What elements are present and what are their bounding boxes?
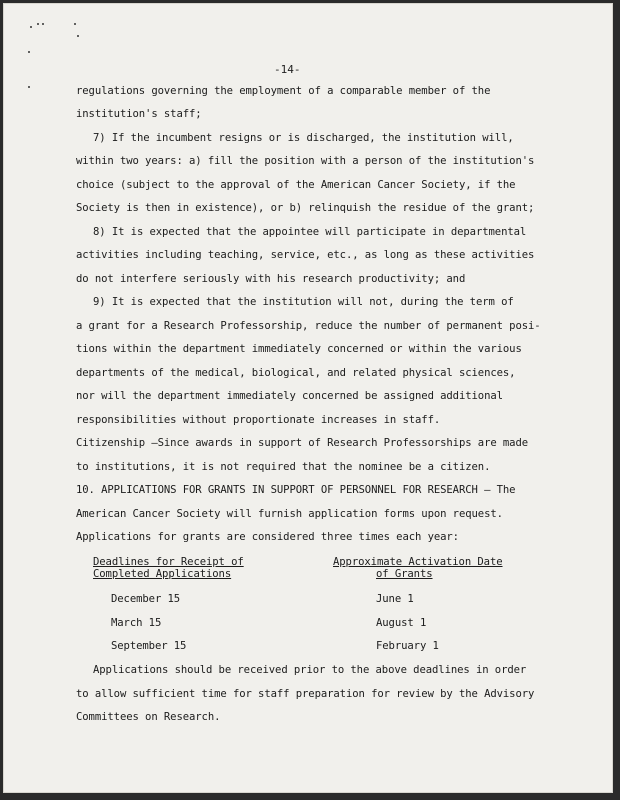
table-header-activation: of Grants (376, 568, 433, 580)
table-deadline: March 15 (111, 617, 162, 629)
body-line: nor will the department immediately concerned be assigned additional (76, 390, 503, 402)
table-activation: June 1 (376, 593, 414, 605)
speck (77, 35, 79, 37)
body-line: a grant for a Research Professorship, reduce the number of permanent posi- (76, 320, 541, 332)
body-line: within two years: a) fill the position with a person of the institution's (76, 155, 535, 167)
body-line: regulations governing the employment of a comparable member of the (76, 85, 491, 97)
closing-line: to allow sufficient time for staff preparation for review by the Advisory (76, 688, 535, 700)
body-line: Citizenship —Since awards in support of Research Professorships are made (76, 437, 529, 449)
closing-line: Committees on Research. (76, 711, 221, 723)
body-line: to institutions, it is not required that the nominee be a citizen. (76, 461, 491, 473)
body-line: Society is then in existence), or b) relinquish the residue of the grant; (76, 202, 535, 214)
document-page (3, 3, 613, 793)
table-activation: August 1 (376, 617, 427, 629)
body-line: do not interfere seriously with his research productivity; and (76, 273, 466, 285)
body-line: Applications for grants are considered three times each year: (76, 531, 459, 543)
body-line: 8) It is expected that the appointee will participate in departmental (93, 226, 527, 238)
table-header-deadline: Completed Applications (93, 568, 232, 580)
body-line: 7) If the incumbent resigns or is discharged, the institution will, (93, 132, 514, 144)
body-line: 9) It is expected that the institution will not, during the term of (93, 296, 514, 308)
body-line: departments of the medical, biological, and related physical sciences, (76, 367, 516, 379)
speck (37, 23, 39, 25)
table-deadline: December 15 (111, 593, 181, 605)
body-line: institution's staff; (76, 108, 202, 120)
speck (42, 23, 44, 25)
speck (30, 26, 32, 28)
table-activation: February 1 (376, 640, 439, 652)
speck (74, 23, 76, 25)
table-deadline: September 15 (111, 640, 187, 652)
section-heading: 10. APPLICATIONS FOR GRANTS IN SUPPORT OF PERSONNEL FOR RESEARCH — The (76, 484, 516, 496)
body-line: tions within the department immediately concerned or within the various (76, 343, 522, 355)
body-line: responsibilities without proportionate increases in staff. (76, 414, 441, 426)
table-header-activation: Approximate Activation Date (333, 556, 503, 568)
closing-line: Applications should be received prior to the above deadlines in order (93, 664, 527, 676)
page-number: -14- (274, 63, 301, 76)
body-line: American Cancer Society will furnish application forms upon request. (76, 508, 503, 520)
speck (28, 51, 30, 53)
table-header-deadline: Deadlines for Receipt of (93, 556, 244, 568)
speck (28, 86, 30, 88)
body-line: activities including teaching, service, etc., as long as these activities (76, 249, 535, 261)
body-line: choice (subject to the approval of the American Cancer Society, if the (76, 179, 516, 191)
